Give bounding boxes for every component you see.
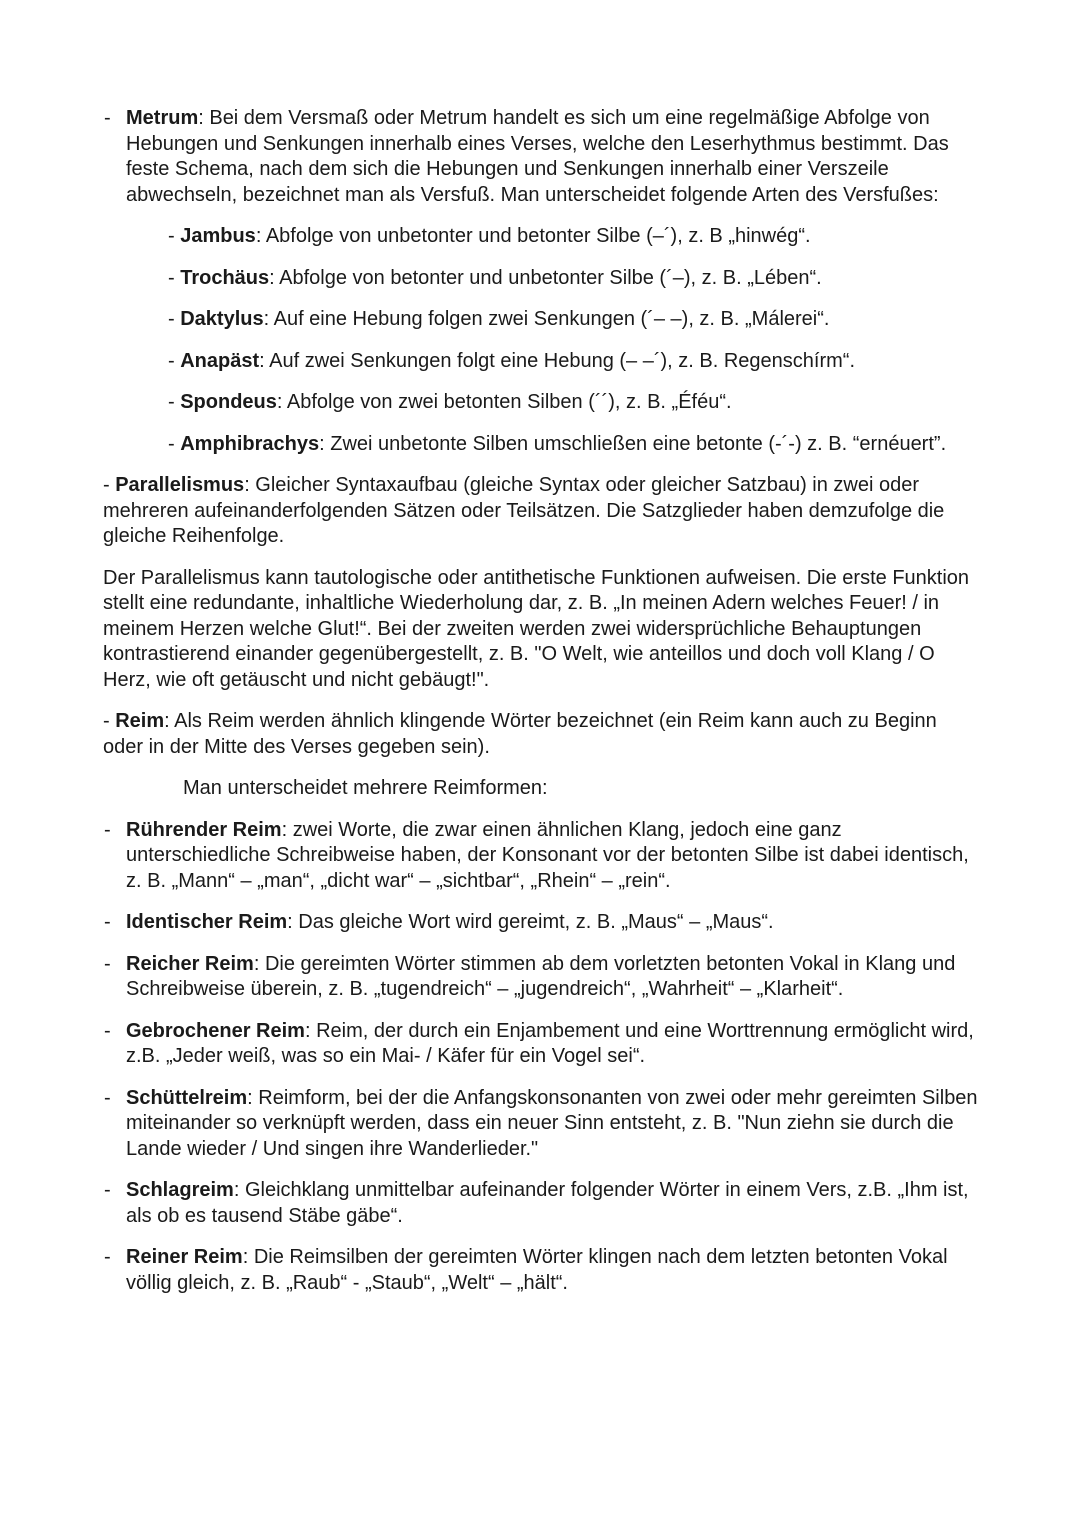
definition: : Abfolge von betonter und unbetonter Silbe (´–), z. B. „Lében“. <box>269 266 822 289</box>
definition: : Die Reimsilben der gereimten Wörter klingen nach dem letzten betonten Vokal völlig gleich, z. B. „Raub“ - „Staub“, „Welt“ – „hält“. <box>126 1246 948 1294</box>
term: Identischer Reim <box>126 911 288 933</box>
reimform-schuettelreim <box>0 1086 1080 1163</box>
bullet-prefix: - <box>103 474 116 496</box>
metrum-paragraph <box>0 106 1080 208</box>
bullet-prefix: - <box>168 349 181 372</box>
versfuss-anapaest <box>0 349 1080 375</box>
bullet-dash: - <box>104 1246 111 1268</box>
reimform-gebrochener-reim <box>0 1019 1080 1070</box>
term: Gebrochener Reim <box>126 1019 305 1042</box>
versfuss-trochaeus <box>0 266 1080 292</box>
term: Rührender Reim <box>126 818 282 841</box>
term: Jambus <box>180 225 256 247</box>
definition: : Als Reim werden ähnlich klingende Wörter bezeichnet (ein Reim kann auch zu Beginn oder in der Mitte des Verses gegeben sein). <box>103 710 937 758</box>
definition: : Das gleiche Wort wird gereimt, z. B. „Maus“ – „Maus“. <box>287 911 774 933</box>
bullet-prefix: - <box>168 225 181 247</box>
definition: : zwei Worte, die zwar einen ähnlichen Klang, jedoch eine ganz unterschiedliche Schreibweise haben, der Konsonant vor der betonten Silbe ist dabei identisch, z. B. „Mann“ – „man“, „dicht war“ – „sichtbar“, „Rhein“ – „rein“. <box>126 818 969 892</box>
bullet-dash: - <box>104 107 111 129</box>
term: Spondeus <box>180 391 277 413</box>
term: Schüttelreim <box>126 1086 248 1109</box>
term: Parallelismus <box>115 474 245 496</box>
definition: : Abfolge von zwei betonten Silben (´´), z. B. „Éféu“. <box>276 391 732 413</box>
reimformen-intro: Man unterscheidet mehrere Reimformen: <box>183 777 548 799</box>
term: Reicher Reim <box>126 952 254 975</box>
parallelismus-detail-paragraph: Der Parallelismus kann tautologische oder antithetische Funktionen aufweisen. Die erste Funktion stellt eine redundante, inhaltliche Wiederholung dar, z. B. „In meinen Adern welches Feuer! / in meinem Herzen welche Glut!“. Bei der zweiten werden zwei widersprüchliche Behauptungen kontrastierend einander gegenübergestellt, z. B. "O Welt, wie anteillos und doch voll Klang / O Herz, wie oft getäuscht und nicht gebäugt!". <box>103 566 970 691</box>
parallelismus-paragraph <box>0 473 1080 550</box>
bullet-dash: - <box>104 1086 111 1109</box>
term: Reim <box>115 710 165 732</box>
definition: : Gleicher Syntaxaufbau (gleiche Syntax oder gleicher Satzbau) in zwei oder mehreren aufeinanderfolgenden Sätzen oder Teilsätzen. Die Satzglieder haben demzufolge die gleiche Reihenfolge. <box>103 474 945 547</box>
term: Anapäst <box>180 349 260 372</box>
document-body <box>0 106 1080 1312</box>
versfuss-amphibrachys <box>0 432 1080 458</box>
definition: : Abfolge von unbetonter und betonter Silbe (–´), z. B „hinwég“. <box>255 225 811 247</box>
bullet-dash: - <box>104 1019 111 1042</box>
definition: : Auf eine Hebung folgen zwei Senkungen (´– –), z. B. „Málerei“. <box>263 308 830 330</box>
definition: : Die gereimten Wörter stimmen ab dem vorletzten betonten Vokal in Klang und Schreibweise überein, z. B. „tugendreich“ – „jugendreich“, „Wahrheit“ – „Klarheit“. <box>126 952 956 1000</box>
reimform-schlagreim <box>0 1178 1080 1229</box>
definition: : Auf zwei Senkungen folgt eine Hebung (– –´), z. B. Regenschírm“. <box>259 349 855 372</box>
bullet-prefix: - <box>168 432 181 455</box>
bullet-dash: - <box>104 911 111 933</box>
reimform-ruehrender-reim <box>0 818 1080 895</box>
definition: : Gleichklang unmittelbar aufeinander folgender Wörter in einem Vers, z.B. „Ihm ist, als ob es tausend Stäbe gäbe“. <box>126 1179 969 1227</box>
versfuss-daktylus <box>0 307 1080 333</box>
versfuss-jambus <box>0 224 1080 250</box>
bullet-prefix: - <box>168 266 181 289</box>
bullet-dash: - <box>104 952 111 975</box>
definition: : Bei dem Versmaß oder Metrum handelt es sich um eine regelmäßige Abfolge von Hebungen und Senkungen innerhalb eines Verses, welche den Leserhythmus bestimmt. Das feste Schema, nach dem sich die Hebungen und Senkungen innerhalb einer Verszeile abwechseln, bezeichnet man als Versfuß. Man unterscheidet folgende Arten des Versfußes: <box>126 107 949 206</box>
term: Daktylus <box>180 308 264 330</box>
versfuss-spondeus <box>0 390 1080 416</box>
reimform-identischer-reim <box>0 910 1080 936</box>
term: Reiner Reim <box>126 1246 243 1268</box>
definition: : Zwei unbetonte Silben umschließen eine betonte (-´-) z. B. “ernéuert”. <box>319 432 947 455</box>
reim-paragraph <box>0 709 1080 760</box>
bullet-prefix: - <box>103 710 116 732</box>
term: Amphibrachys <box>180 432 320 455</box>
definition: : Reim, der durch ein Enjambement und eine Worttrennung ermöglicht wird, z.B. „Jeder weiß, was so ein Mai- / Käfer für ein Vogel sei“. <box>126 1019 974 1067</box>
reimform-reicher-reim <box>0 952 1080 1003</box>
bullet-prefix: - <box>168 391 181 413</box>
reimform-reiner-reim <box>0 1245 1080 1296</box>
bullet-dash: - <box>104 1179 111 1201</box>
bullet-dash: - <box>104 818 111 841</box>
term: Trochäus <box>180 266 270 289</box>
term: Metrum <box>126 107 199 129</box>
bullet-prefix: - <box>168 308 181 330</box>
term: Schlagreim <box>126 1179 234 1201</box>
definition: : Reimform, bei der die Anfangskonsonanten von zwei oder mehr gereimten Silben miteinander so verknüpft werden, dass ein neuer Sinn entsteht, z. B. "Nun ziehn sie durch die Lande wieder / Und singen ihre Wanderlieder." <box>126 1086 978 1160</box>
